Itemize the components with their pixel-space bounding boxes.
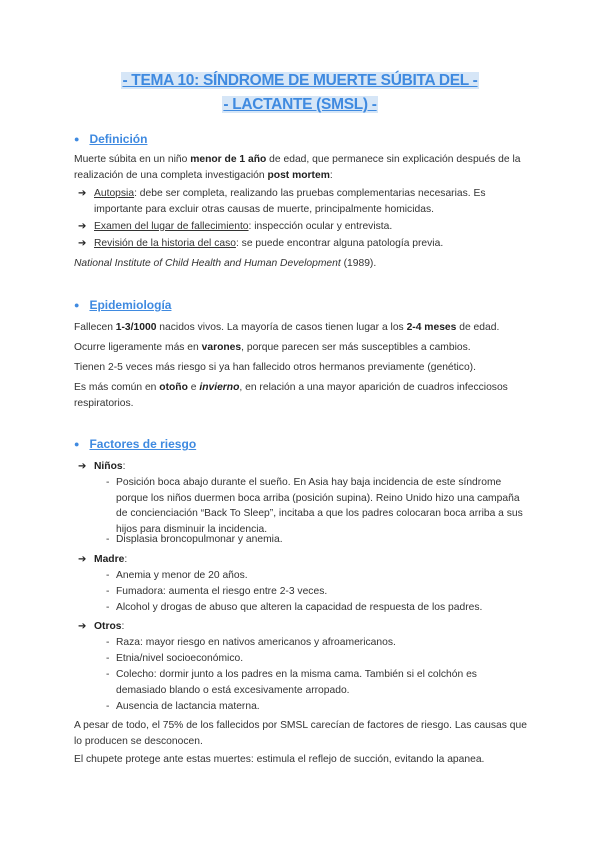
factores-item [106, 667, 526, 698]
dash-icon: - [106, 586, 110, 597]
text-run: Es más común en [74, 382, 160, 393]
text-run: , en relación a una mayor aparición de cuadros infecciosos respiratorios. [74, 382, 508, 409]
text-run: : inspección ocular y entrevista. [248, 221, 393, 232]
arrow-icon: ➔ [78, 621, 87, 632]
bold-run: Niños [94, 461, 123, 472]
bullet-icon: ● [74, 439, 80, 449]
underlined-term: Revisión de la historia del caso [94, 238, 236, 249]
item-text [94, 219, 530, 235]
underlined-term: Autopsia [94, 188, 135, 199]
section-heading-epidemiologia [74, 298, 171, 312]
underlined-term: Examen del lugar de fallecimiento [94, 221, 249, 232]
factores-group-otros [78, 619, 530, 635]
text-run: de edad, que permanece sin explicación después de la realización de una completa investigación [74, 154, 521, 181]
bold-run: Madre [94, 554, 125, 565]
heading-text: Definición [89, 132, 148, 146]
italic-run: National Institute of Child Health and Human Development [74, 258, 341, 269]
dash-icon: - [106, 534, 110, 545]
dash-icon: - [106, 637, 110, 648]
factores-item [106, 584, 526, 600]
text-run: de edad. [456, 322, 500, 333]
factores-close-2: El chupete protege ante estas muertes: estimula el reflejo de succión, evitando la apanea. [74, 754, 485, 765]
heading-text: Epidemiología [89, 298, 172, 312]
item-text: Etnia/nivel socioeconómico. [116, 653, 244, 664]
definicion-item-examen [78, 219, 530, 235]
heading-text: Factores de riesgo [89, 437, 197, 451]
arrow-icon: ➔ [78, 188, 87, 199]
arrow-icon: ➔ [78, 221, 87, 232]
factores-close-1: A pesar de todo, el 75% de los fallecidos por SMSL carecían de factores de riesgo. Las causas que lo producen se desconocen. [74, 720, 527, 747]
item-text: Displasia broncopulmonar y anemia. [116, 534, 283, 545]
arrow-icon: ➔ [78, 554, 87, 565]
dash-icon: - [106, 701, 110, 712]
factores-group-ninos [78, 459, 530, 475]
item-text [94, 186, 530, 217]
definicion-intro [74, 152, 534, 183]
dash-icon: - [106, 477, 110, 488]
bold-run: varones [201, 342, 242, 353]
text-run: , porque parecen ser más susceptibles a cambios. [241, 342, 471, 353]
text-run: Muerte súbita en un niño [74, 154, 191, 165]
item-text: Fumadora: aumenta el riesgo entre 2-3 veces. [116, 586, 328, 597]
factores-item [106, 568, 526, 584]
bullet-icon: ● [74, 300, 80, 310]
group-label: Madre: [94, 554, 128, 565]
factores-item [106, 651, 526, 667]
definicion-item-autopsia [78, 186, 530, 217]
bold-run: 1-3/1000 [115, 322, 157, 333]
item-text: Alcohol y drogas de abuso que alteren la capacidad de respuesta de los padres. [116, 602, 483, 613]
section-heading-factores [74, 437, 196, 451]
group-label: Niños: [94, 461, 126, 472]
title-line-2 [0, 96, 600, 114]
factores-item [106, 532, 526, 548]
epidemiologia-p3: Tienen 2-5 veces más riesgo si ya han fallecido otros hermanos previamente (genético). [74, 362, 476, 373]
text-run: e [187, 382, 200, 393]
bold-run: otoño [159, 382, 188, 393]
arrow-icon: ➔ [78, 238, 87, 249]
dash-icon: - [106, 602, 110, 613]
title-line-1 [0, 72, 600, 90]
text-run: Ocurre ligeramente más en [74, 342, 202, 353]
item-text: Anemia y menor de 20 años. [116, 570, 248, 581]
factores-item [106, 475, 526, 537]
epidemiologia-p1 [74, 320, 534, 336]
factores-item [106, 600, 526, 616]
text-run: : [329, 169, 333, 181]
bold-run: 2-4 meses [406, 322, 457, 333]
title-text-2: - LACTANTE (SMSL) - [223, 96, 377, 113]
item-text: Posición boca abajo durante el sueño. En Asia hay baja incidencia de este síndrome porque los niños duermen boca arriba (posición supina). Reino Unido hizo una campaña de concienciación “Back To Sleep”, incitaba a que los padres colocaran boca arriba a sus hijos para disminuir la incidencia. [116, 477, 523, 535]
definicion-source [74, 256, 534, 272]
text-run: : debe ser completa, realizando las pruebas complementarias necesarias. Es importante para excluir otras causas de muerte, principalmente homicidas. [94, 188, 486, 215]
dash-icon: - [106, 570, 110, 581]
text-run: : se puede encontrar alguna patología previa. [235, 238, 444, 249]
arrow-icon: ➔ [78, 461, 87, 472]
text-run: Fallecen [74, 322, 116, 333]
epidemiologia-p2 [74, 340, 534, 356]
epidemiologia-p4 [74, 380, 534, 411]
item-text [94, 236, 530, 252]
bold-run: menor de 1 año [190, 154, 267, 165]
group-label: Otros: [94, 621, 125, 632]
text-run: nacidos vivos. La mayoría de casos tienen lugar a los [156, 322, 407, 333]
section-heading-definicion [74, 132, 147, 146]
dash-icon: - [106, 669, 110, 680]
factores-item [106, 635, 526, 651]
factores-item [106, 699, 526, 715]
bold-run: post mortem [267, 169, 330, 181]
bullet-icon: ● [74, 134, 80, 144]
item-text: Ausencia de lactancia materna. [116, 701, 260, 712]
factores-group-madre [78, 552, 530, 568]
item-text: Colecho: dormir junto a los padres en la misma cama. También si el colchón es demasiado blando o está excesivamente arropado. [116, 669, 477, 696]
text-run: (1989). [340, 258, 377, 269]
dash-icon: - [106, 653, 110, 664]
title-text-1: - TEMA 10: SÍNDROME DE MUERTE SÚBITA DEL - [122, 72, 478, 89]
item-text: Raza: mayor riesgo en nativos americanos y afroamericanos. [116, 637, 396, 648]
bold-italic-run: invierno [199, 382, 240, 393]
definicion-item-revision [78, 236, 530, 252]
bold-run: Otros [94, 621, 122, 632]
